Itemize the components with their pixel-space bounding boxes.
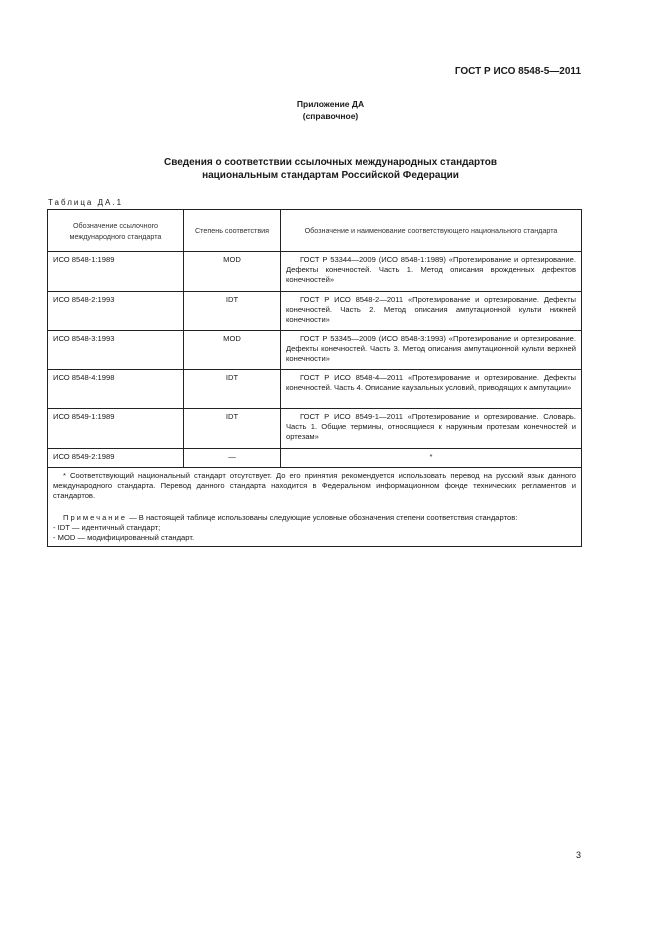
header-intl-standard: Обозначение ссылочного международного стандарта xyxy=(48,210,184,252)
table-row xyxy=(48,331,582,370)
note-text: — В настоящей таблице использованы следующие условные обозначения степени соответствия стандартов: xyxy=(129,513,518,522)
cell-national: ГОСТ Р ИСО 8548-2—2011 «Протезирование и ортезирование. Дефекты конечностей. Часть 2. Метод описания ампутационной культи нижней конечности» xyxy=(281,292,582,331)
table-footer-row xyxy=(48,468,582,547)
cell-degree: MOD xyxy=(184,252,281,292)
note-item-idt: - IDT — идентичный стандарт; xyxy=(53,523,161,532)
header-degree: Степень соответствия xyxy=(184,210,281,252)
table-header-row xyxy=(48,210,582,252)
table-row xyxy=(48,252,582,292)
table-footer xyxy=(48,468,582,547)
annex-title: Приложение ДА xyxy=(296,99,365,109)
cell-national: * xyxy=(281,449,582,468)
cell-degree: IDT xyxy=(184,292,281,331)
cell-national: ГОСТ Р 53344—2009 (ИСО 8548-1:1989) «Протезирование и ортезирование. Дефекты конечностей. Часть 1. Метод описания врожденных дефектов конечностей» xyxy=(281,252,582,292)
table-row xyxy=(48,292,582,331)
page-number: 3 xyxy=(576,850,582,860)
cell-degree: MOD xyxy=(184,331,281,370)
cell-national: ГОСТ Р 53345—2009 (ИСО 8548-3:1993) «Протезирование и ортезирование. Дефекты конечностей. Часть 3. Метод описания ампутационной культи верхней конечности» xyxy=(281,331,582,370)
annex-subtitle: (справочное) xyxy=(302,111,359,121)
annex-heading xyxy=(0,98,661,122)
cell-degree: IDT xyxy=(184,409,281,449)
table-row xyxy=(48,449,582,468)
cell-national: ГОСТ Р ИСО 8549-1—2011 «Протезирование и ортезирование. Словарь. Часть 1. Общие термины, относящиеся к наружным протезам конечностей и ортезам» xyxy=(281,409,582,449)
cell-national: ГОСТ Р ИСО 8548-4—2011 «Протезирование и ортезирование. Дефекты конечностей. Часть 4. Описание каузальных условий, приводящих к ампутации» xyxy=(281,370,582,409)
table-label: Таблица ДА.1 xyxy=(48,198,124,207)
section-title-line-1: Сведения о соответствии ссылочных международных стандартов xyxy=(163,157,498,168)
document-code: ГОСТ Р ИСО 8548-5—2011 xyxy=(454,66,581,77)
note-item-mod: - MOD — модифицированный стандарт. xyxy=(53,533,195,542)
cell-intl: ИСО 8548-4:1998 xyxy=(48,370,184,409)
cell-intl: ИСО 8548-1:1989 xyxy=(48,252,184,292)
note-label: Примечание xyxy=(63,513,127,522)
section-title-line-2: национальным стандартам Российской Федерации xyxy=(202,170,459,181)
correspondence-table xyxy=(47,209,582,547)
cell-intl: ИСО 8549-1:1989 xyxy=(48,409,184,449)
cell-intl: ИСО 8549-2:1989 xyxy=(48,449,184,468)
table-row xyxy=(48,409,582,449)
table-note xyxy=(53,513,576,523)
section-title xyxy=(0,156,661,182)
cell-intl: ИСО 8548-2:1993 xyxy=(48,292,184,331)
table-row xyxy=(48,370,582,409)
cell-degree: — xyxy=(184,449,281,468)
header-national-standard: Обозначение и наименование соответствующего национального стандарта xyxy=(281,210,582,252)
footnote: * Соответствующий национальный стандарт отсутствует. До его принятия рекомендуется использовать перевод на русский язык данного международного стандарта. Перевод данного стандарта находится в Федеральном информационном фонде технических регламентов и стандартов. xyxy=(53,471,576,500)
cell-intl: ИСО 8548-3:1993 xyxy=(48,331,184,370)
cell-degree: IDT xyxy=(184,370,281,409)
